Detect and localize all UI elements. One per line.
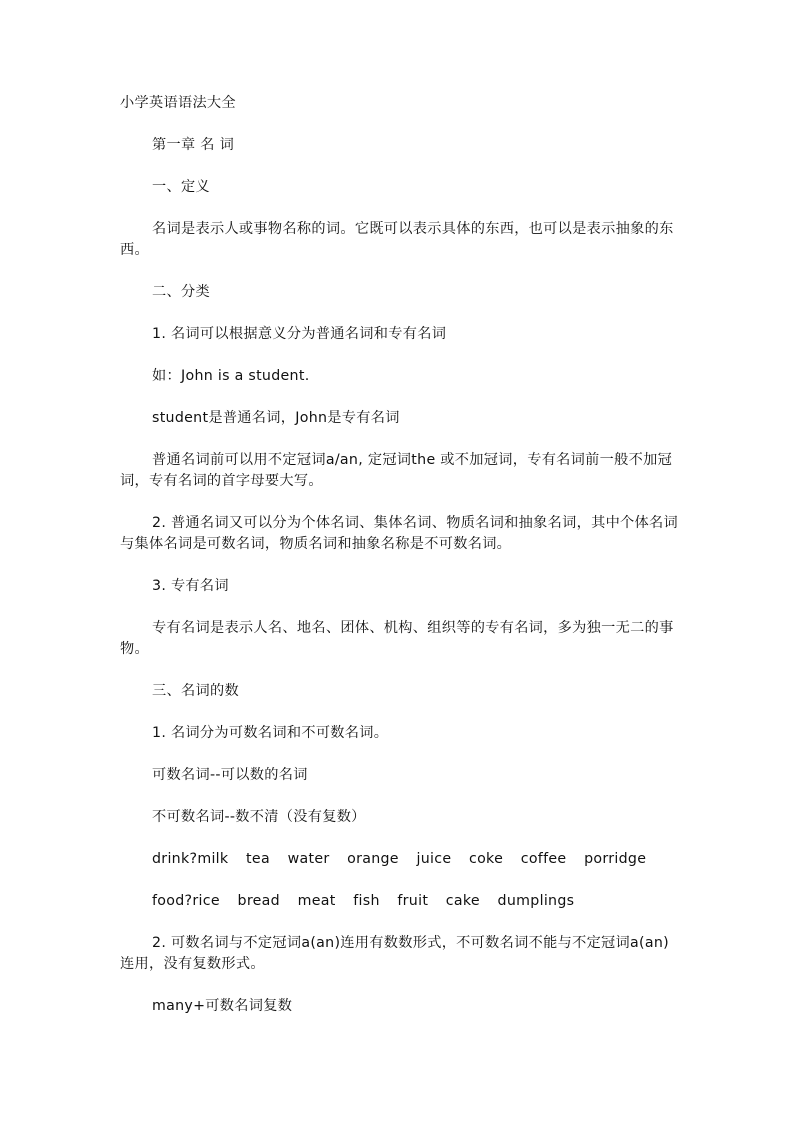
paragraph-example-note: student是普通名词，John是专有名词 [152, 410, 400, 426]
section-heading-number: 三、名词的数 [152, 683, 239, 699]
paragraph-definition: 名词是表示人或事物名称的词。它既可以表示具体的东西，也可以是表示抽象的东西。 [120, 221, 674, 258]
section-heading-definition: 一、定义 [152, 179, 210, 195]
paragraph-proper-nouns: 专有名词是表示人名、地名、团体、机构、组织等的专有名词，多为独一无二的事物。 [120, 620, 674, 657]
paragraph-item-1: 1. 名词可以根据意义分为普通名词和专有名词 [152, 326, 447, 342]
paragraph-number-1: 1. 名词分为可数名词和不可数名词。 [152, 725, 389, 741]
paragraph-articles: 普通名词前可以用不定冠词a/an, 定冠词the 或不加冠词，专有名词前一般不加冠词，专有名词的首字母要大写。 [120, 452, 673, 489]
paragraph-item-3: 3. 专有名词 [152, 578, 229, 594]
paragraph-uncountable: 不可数名词--数不清（没有复数） [152, 809, 366, 825]
paragraph-food-list: food?rice bread meat fish fruit cake dumplings [152, 893, 575, 909]
document-body [120, 93, 680, 1038]
section-heading-classification: 二、分类 [152, 284, 210, 300]
document-title: 小学英语语法大全 [120, 95, 236, 111]
paragraph-item-2: 2. 普通名词又可以分为个体名词、集体名词、物质名词和抽象名词，其中个体名词与集体名词是可数名词，物质名词和抽象名称是不可数名词。 [120, 515, 679, 552]
paragraph-number-2: 2. 可数名词与不定冠词a(an)连用有数数形式，不可数名词不能与不定冠词a(an)连用，没有复数形式。 [120, 935, 669, 972]
chapter-heading: 第一章 名 词 [152, 137, 235, 153]
paragraph-countable: 可数名词--可以数的名词 [152, 767, 308, 783]
paragraph-example: 如：John is a student. [152, 368, 310, 384]
paragraph-many: many+可数名词复数 [152, 998, 293, 1014]
paragraph-drink-list: drink?milk tea water orange juice coke coffee porridge [152, 851, 647, 867]
